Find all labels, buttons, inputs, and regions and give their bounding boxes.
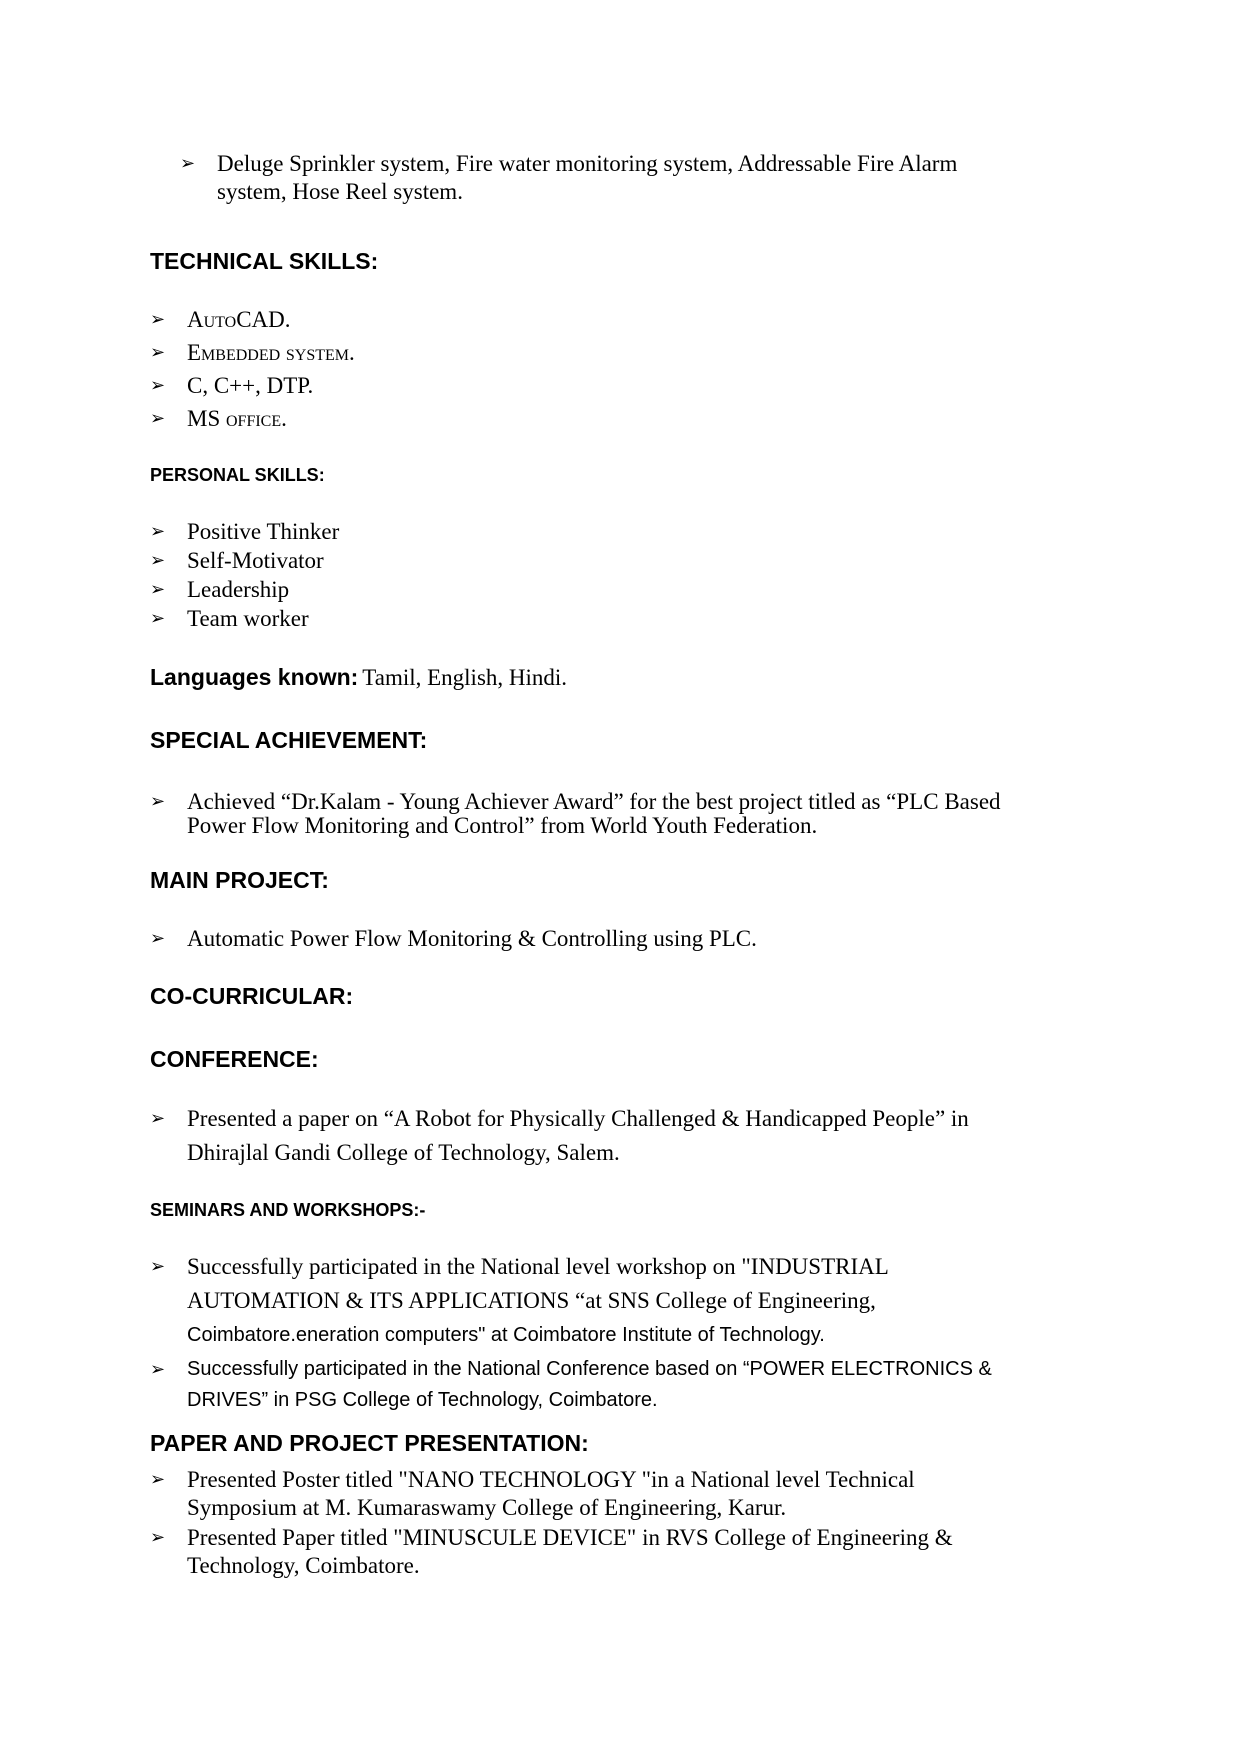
list-item-line: system, Hose Reel system. [217, 179, 463, 204]
list-item [150, 1524, 953, 1580]
list-item-line: Presented Poster titled "NANO TECHNOLOGY "in a National level Technical [187, 1467, 915, 1492]
list-item-line: Successfully participated in the National Conference based on “POWER ELECTRONICS & [187, 1358, 992, 1380]
list-item-line: DRIVES” in PSG College of Technology, Coimbatore. [187, 1389, 658, 1411]
skill-text: Embedded system. [187, 340, 355, 365]
skill-text: Team worker [187, 606, 309, 631]
list-item [180, 150, 957, 206]
list-item-line: Technology, Coimbatore. [187, 1553, 420, 1578]
personal-skills-heading: PERSONAL SKILLS: [150, 465, 325, 485]
seminars-heading: SEMINARS AND WORKSHOPS:- [150, 1200, 426, 1220]
list-item-line: Coimbatore.eneration computers" at Coimbatore Institute of Technology. [187, 1324, 825, 1346]
arrow-bullet-icon: ➢ [150, 608, 166, 629]
skill-text: MS office. [187, 406, 287, 431]
list-item [150, 372, 313, 400]
list-item-text: Automatic Power Flow Monitoring & Controlling using PLC. [187, 926, 757, 951]
list-item-line: Symposium at M. Kumaraswamy College of Engineering, Karur. [187, 1495, 787, 1520]
list-item [150, 518, 339, 546]
arrow-bullet-icon: ➢ [150, 1469, 166, 1490]
list-item [150, 576, 289, 604]
arrow-bullet-icon: ➢ [150, 1256, 166, 1277]
arrow-bullet-icon: ➢ [150, 928, 166, 949]
arrow-bullet-icon: ➢ [150, 579, 166, 600]
arrow-bullet-icon: ➢ [180, 153, 196, 174]
special-achievement-heading: SPECIAL ACHIEVEMENT: [150, 727, 428, 753]
list-item [150, 1354, 992, 1416]
languages-value: Tamil, English, Hindi. [362, 665, 568, 690]
main-project-heading: MAIN PROJECT: [150, 867, 329, 893]
list-item-line: Successfully participated in the National level workshop on "INDUSTRIAL [187, 1254, 889, 1279]
conference-heading: CONFERENCE: [150, 1046, 319, 1072]
arrow-bullet-icon: ➢ [150, 791, 166, 812]
technical-skills-heading: TECHNICAL SKILLS: [150, 248, 379, 274]
list-item [150, 1102, 969, 1170]
list-item [150, 306, 291, 334]
list-item [150, 405, 287, 433]
list-item-line: Achieved “Dr.Kalam - Young Achiever Award” for the best project titled as “PLC Based [187, 789, 1001, 814]
list-item-line: AUTOMATION & ITS APPLICATIONS “at SNS College of Engineering, [187, 1288, 876, 1313]
list-item-line: Presented Paper titled "MINUSCULE DEVICE" in RVS College of Engineering & [187, 1525, 953, 1550]
list-item [150, 790, 1001, 838]
arrow-bullet-icon: ➢ [150, 1527, 166, 1548]
co-curricular-heading: CO-CURRICULAR: [150, 983, 354, 1009]
arrow-bullet-icon: ➢ [150, 342, 166, 363]
arrow-bullet-icon: ➢ [150, 1108, 166, 1129]
list-item [150, 1250, 889, 1352]
arrow-bullet-icon: ➢ [150, 309, 166, 330]
languages-line [150, 664, 567, 692]
skill-text: C, C++, DTP. [187, 373, 314, 398]
paper-presentation-heading: PAPER AND PROJECT PRESENTATION: [150, 1430, 589, 1456]
languages-label: Languages known: [150, 664, 359, 690]
arrow-bullet-icon: ➢ [150, 550, 166, 571]
arrow-bullet-icon: ➢ [150, 521, 166, 542]
list-item [150, 605, 309, 633]
skill-text: Self-Motivator [187, 548, 324, 573]
skill-text: AutoCAD. [187, 307, 291, 332]
arrow-bullet-icon: ➢ [150, 375, 166, 396]
list-item [150, 925, 757, 953]
skill-text: Positive Thinker [187, 519, 340, 544]
list-item [150, 547, 324, 575]
arrow-bullet-icon: ➢ [150, 1359, 166, 1380]
list-item-line: Deluge Sprinkler system, Fire water monitoring system, Addressable Fire Alarm [217, 151, 958, 176]
list-item-line: Presented a paper on “A Robot for Physically Challenged & Handicapped People” in [187, 1106, 969, 1131]
list-item [150, 339, 355, 367]
arrow-bullet-icon: ➢ [150, 408, 166, 429]
list-item-line: Dhirajlal Gandi College of Technology, Salem. [187, 1140, 620, 1165]
skill-text: Leadership [187, 577, 290, 602]
list-item-line: Power Flow Monitoring and Control” from World Youth Federation. [187, 813, 818, 838]
list-item [150, 1466, 915, 1522]
